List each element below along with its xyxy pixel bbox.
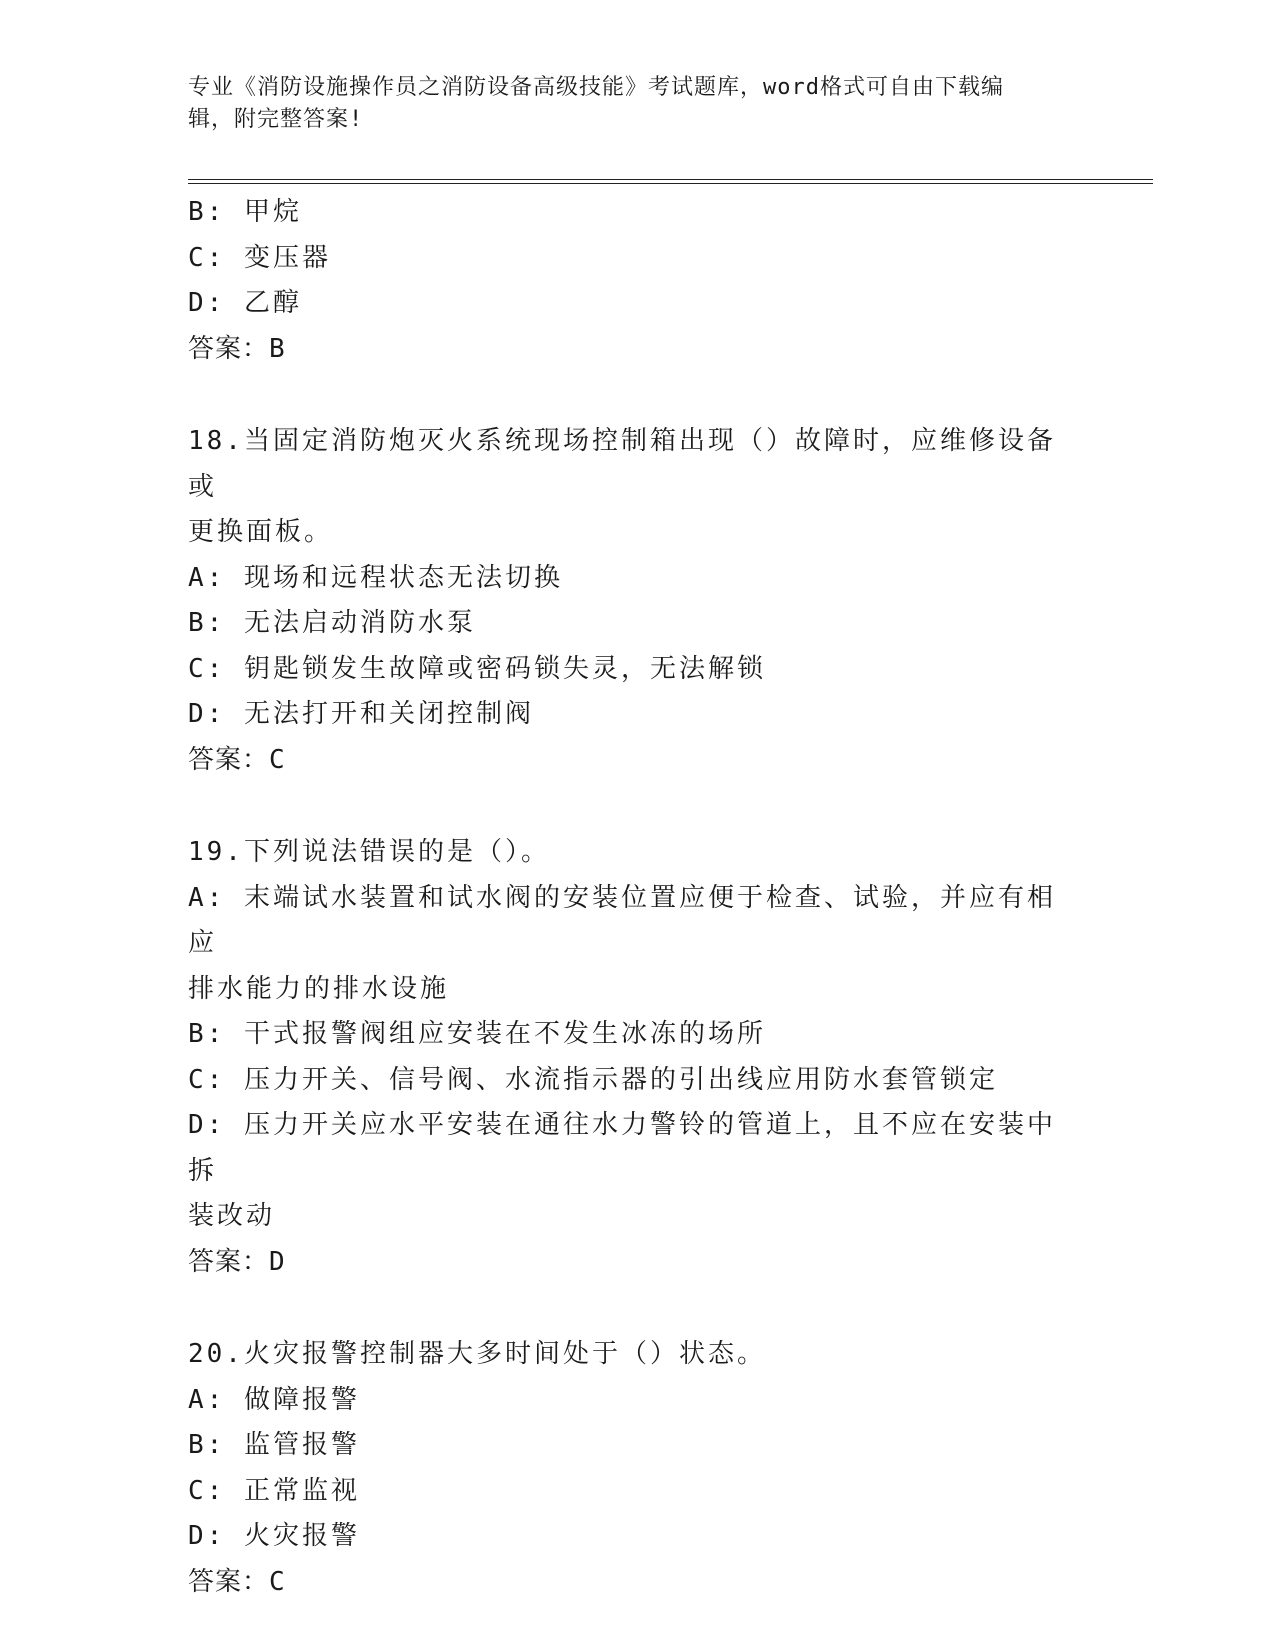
question-stem-cont: 更换面板。: [188, 517, 334, 547]
option-c: C: 钥匙锁发生故障或密码锁失灵，无法解锁: [188, 653, 766, 684]
header-rule-thick: [188, 179, 1153, 180]
question-20: [188, 1332, 1078, 1605]
option-b: B: 无法启动消防水泵: [188, 608, 476, 638]
header-line-1: 专业《消防设施操作员之消防设备高级技能》考试题库，word格式可自由下载编: [188, 75, 1004, 100]
option-b: B: 干式报警阀组应安装在不发生冰冻的场所: [188, 1019, 766, 1049]
option-d: D: 压力开关应水平安装在通往水力警铃的管道上，且不应在安装中拆: [188, 1110, 1056, 1186]
option-d: D: 乙醇: [188, 288, 302, 318]
option-a: A: 末端试水装置和试水阀的安装位置应便于检查、试验，并应有相应: [188, 882, 1056, 958]
header-rule-thin: [188, 183, 1153, 184]
option-d-cont: 装改动: [188, 1201, 276, 1231]
answer: 答案：B: [188, 333, 286, 364]
option-c: C: 压力开关、信号阀、水流指示器的引出线应用防水套管锁定: [188, 1064, 998, 1095]
option-a-cont: 排水能力的排水设施: [188, 973, 450, 1004]
option-b: B: 甲烷: [188, 197, 302, 227]
prev-question: [188, 190, 1078, 372]
option-d: D: 无法打开和关闭控制阀: [188, 699, 534, 729]
header-line-2: 辑，附完整答案!: [188, 107, 364, 132]
question-19: [188, 830, 1078, 1285]
question-content: [188, 190, 1078, 1605]
question-stem: 18.当固定消防炮灭火系统现场控制箱出现（）故障时，应维修设备或: [188, 426, 1056, 502]
answer: 答案：C: [188, 744, 286, 775]
question-stem: 19.下列说法错误的是（）。: [188, 837, 550, 867]
option-a: A: 做障报警: [188, 1384, 360, 1415]
option-b: B: 监管报警: [188, 1430, 360, 1460]
option-c: C: 变压器: [188, 242, 331, 273]
answer: 答案：C: [188, 1566, 286, 1597]
option-c: C: 正常监视: [188, 1475, 360, 1506]
document-header: [188, 72, 1068, 136]
answer: 答案：D: [188, 1246, 286, 1277]
option-a: A: 现场和远程状态无法切换: [188, 562, 563, 593]
question-stem: 20.火灾报警控制器大多时间处于（）状态。: [188, 1339, 766, 1369]
option-d: D: 火灾报警: [188, 1521, 360, 1551]
question-18: [188, 419, 1078, 783]
